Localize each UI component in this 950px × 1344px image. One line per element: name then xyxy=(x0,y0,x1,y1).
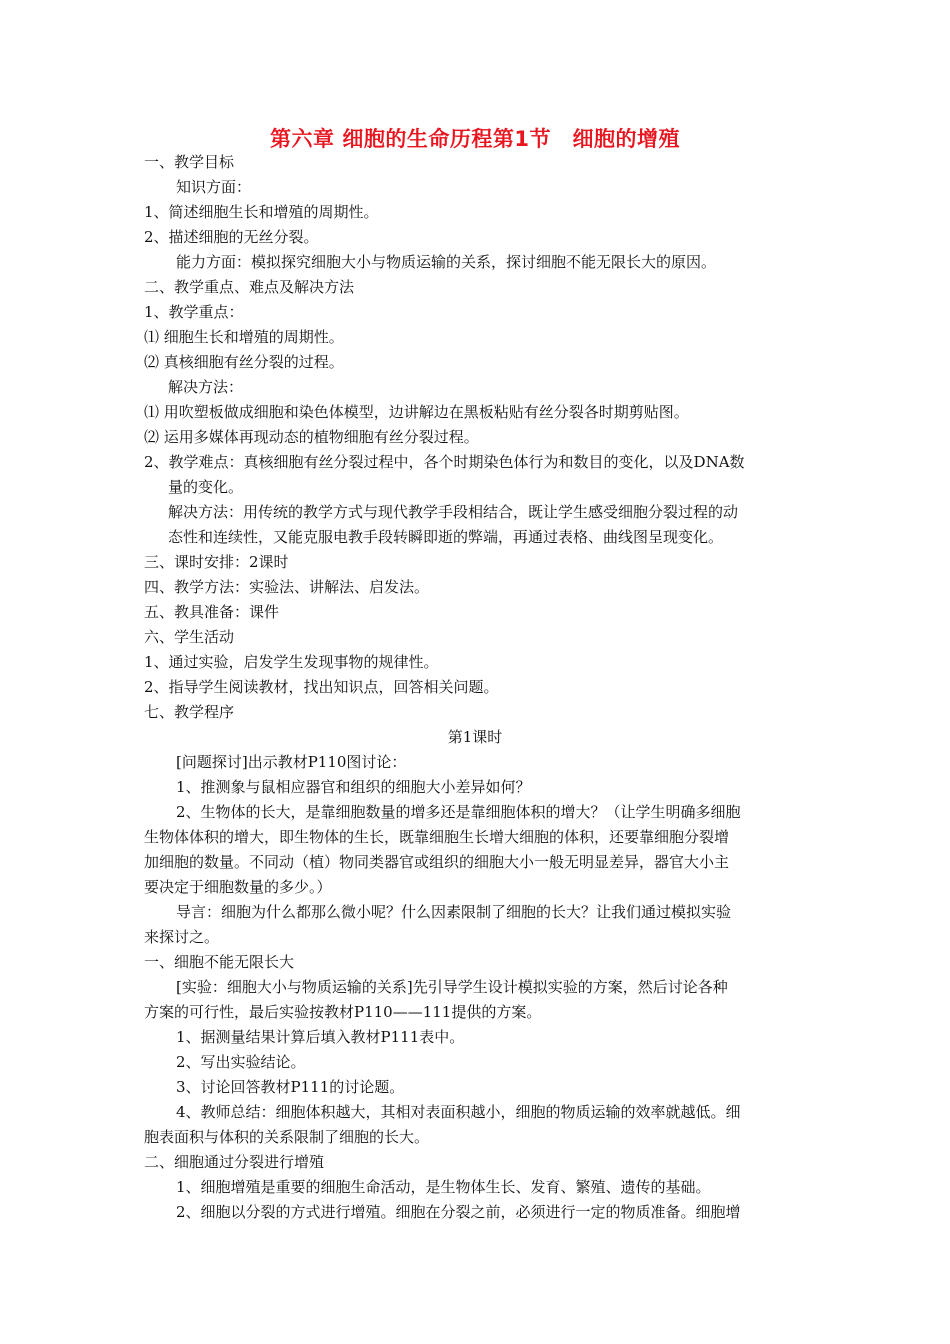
text-line: 2、写出实验结论。 xyxy=(176,1053,306,1071)
text-line: 态性和连续性，又能克服电教手段转瞬即逝的弊端，再通过表格、曲线图呈现变化。 xyxy=(168,528,724,546)
text-line: 2、指导学生阅读教材，找出知识点，回答相关问题。 xyxy=(144,678,499,696)
text-line: ⑴ 细胞生长和增殖的周期性。 xyxy=(144,328,344,346)
text-line: 2、教学难点：真核细胞有丝分裂过程中，各个时期染色体行为和数目的变化，以及DNA数 xyxy=(144,453,745,471)
text-line: 1、简述细胞生长和增殖的周期性。 xyxy=(144,203,379,221)
text-line: 要决定于细胞数量的多少。） xyxy=(144,878,332,896)
text-line: 量的变化。 xyxy=(168,478,244,496)
text-line: 能力方面：模拟探究细胞大小与物质运输的关系，探讨细胞不能无限长大的原因。 xyxy=(176,253,717,271)
text-line: [实验：细胞大小与物质运输的关系]先引导学生设计模拟实验的方案，然后讨论各种 xyxy=(176,978,728,996)
text-line: 1、通过实验，启发学生发现事物的规律性。 xyxy=(144,653,439,671)
text-line: 解决方法：用传统的教学方式与现代教学手段相结合，既让学生感受细胞分裂过程的动 xyxy=(168,503,739,521)
text-line: ⑵ 真核细胞有丝分裂的过程。 xyxy=(144,353,344,371)
text-line: 2、描述细胞的无丝分裂。 xyxy=(144,228,319,246)
page-title: 第六章 细胞的生命历程第1节 细胞的增殖 xyxy=(270,127,680,151)
section-heading-cell-division: 二、细胞通过分裂进行增殖 xyxy=(144,1153,325,1171)
text-line: 胞表面积与体积的关系限制了细胞的长大。 xyxy=(144,1128,430,1146)
text-line: 导言：细胞为什么都那么微小呢？什么因素限制了细胞的长大？让我们通过模拟实验 xyxy=(176,903,732,921)
section-heading-activities: 六、学生活动 xyxy=(144,628,235,646)
text-line: 知识方面： xyxy=(176,178,252,196)
section-heading-methods: 四、教学方法：实验法、讲解法、启发法。 xyxy=(144,578,430,596)
text-line: 4、教师总结：细胞体积越大，其相对表面积越小，细胞的物质运输的效率就越低。细 xyxy=(176,1103,741,1121)
lesson-heading: 第1课时 xyxy=(447,728,503,746)
section-heading-schedule: 三、课时安排：2课时 xyxy=(144,553,289,571)
section-heading-materials: 五、教具准备：课件 xyxy=(144,603,280,621)
text-line: [问题探讨]出示教材P110图讨论： xyxy=(176,753,407,771)
text-line: 2、生物体的长大，是靠细胞数量的增多还是靠细胞体积的增大？（让学生明确多细胞 xyxy=(176,803,741,821)
text-line: 加细胞的数量。不同动（植）物同类器官或组织的细胞大小一般无明显差异，器官大小主 xyxy=(144,853,730,871)
text-line: 来探讨之。 xyxy=(144,928,220,946)
text-line: 3、讨论回答教材P111的讨论题。 xyxy=(176,1078,405,1096)
text-line: 方案的可行性，最后实验按教材P110——111提供的方案。 xyxy=(144,1003,542,1021)
text-line: 解决方法： xyxy=(168,378,244,396)
section-heading-cell-limits: 一、细胞不能无限长大 xyxy=(144,953,295,971)
section-heading-key-points: 二、教学重点、难点及解决方法 xyxy=(144,278,355,296)
text-line: 生物体体积的增大，即生物体的生长，既靠细胞生长增大细胞的体积，还要靠细胞分裂增 xyxy=(144,828,730,846)
text-line: 1、推测象与鼠相应器官和组织的细胞大小差异如何？ xyxy=(176,778,531,796)
text-line: ⑴ 用吹塑板做成细胞和染色体模型，边讲解边在黑板粘贴有丝分裂各时期剪贴图。 xyxy=(144,403,689,421)
text-line: 1、教学重点： xyxy=(144,303,244,321)
text-line: 1、细胞增殖是重要的细胞生命活动，是生物体生长、发育、繁殖、遗传的基础。 xyxy=(176,1178,711,1196)
section-heading-objectives: 一、教学目标 xyxy=(144,153,235,171)
text-line: 2、细胞以分裂的方式进行增殖。细胞在分裂之前，必须进行一定的物质准备。细胞增 xyxy=(176,1203,741,1221)
text-line: 1、据测量结果计算后填入教材P111表中。 xyxy=(176,1028,465,1046)
section-heading-procedure: 七、教学程序 xyxy=(144,703,235,721)
text-line: ⑵ 运用多媒体再现动态的植物细胞有丝分裂过程。 xyxy=(144,428,479,446)
